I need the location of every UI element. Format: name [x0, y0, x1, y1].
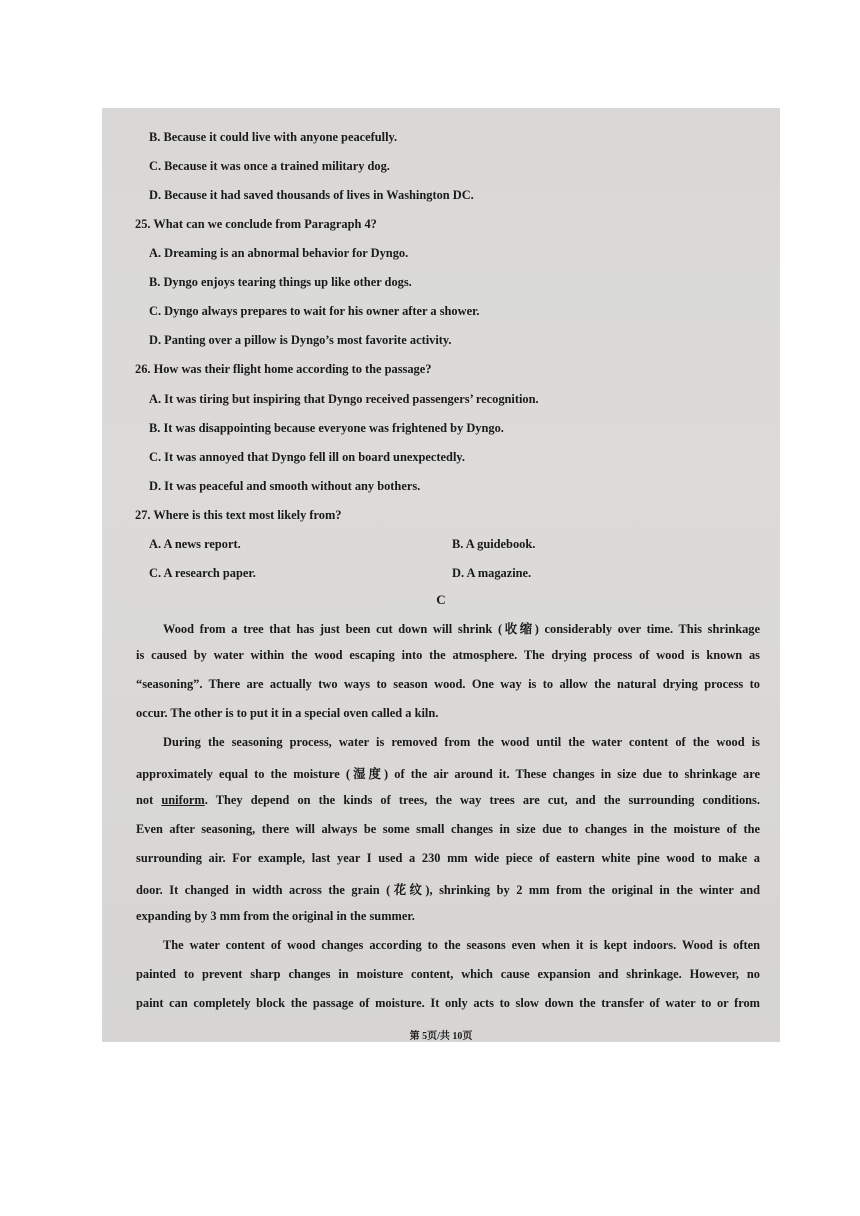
- q27-option-b: B. A guidebook.: [452, 537, 536, 551]
- passage-line: expanding by 3 mm from the original in the summer.: [136, 909, 415, 923]
- q25-option-d: D. Panting over a pillow is Dyngo’s most favorite activity.: [149, 333, 452, 347]
- q27-stem: 27. Where is this text most likely from?: [135, 508, 342, 522]
- q25-option-c: C. Dyngo always prepares to wait for his owner after a shower.: [149, 304, 480, 318]
- passage-line: occur. The other is to put it in a special oven called a kiln.: [136, 706, 439, 720]
- exam-page: [102, 108, 780, 1042]
- passage-line: Even after seasoning, there will always be some small changes in size due to changes in the moisture of the: [136, 822, 760, 836]
- q26-option-c: C. It was annoyed that Dyngo fell ill on board unexpectedly.: [149, 450, 465, 464]
- passage-line: door. It changed in width across the grain (花纹), shrinking by 2 mm from the original in the winter and: [136, 883, 760, 897]
- passage-line: surrounding air. For example, last year I used a 230 mm wide piece of eastern white pine wood to make a: [136, 851, 760, 865]
- passage-line: The water content of wood changes according to the seasons even when it is kept indoors. Wood is often: [163, 938, 760, 952]
- passage-line: Wood from a tree that has just been cut down will shrink (收缩) considerably over time. This shrinkage: [163, 622, 760, 636]
- q25-option-a: A. Dreaming is an abnormal behavior for Dyngo.: [149, 246, 409, 260]
- section-letter: C: [436, 592, 446, 607]
- passage-line: paint can completely block the passage of moisture. It only acts to slow down the transfer of water to or from: [136, 996, 760, 1010]
- q26-option-b: B. It was disappointing because everyone was frightened by Dyngo.: [149, 421, 504, 435]
- passage-line: approximately equal to the moisture (湿度) of the air around it. These changes in size due to shrinkage are: [136, 767, 760, 781]
- q24-option-b: B. Because it could live with anyone peacefully.: [149, 130, 398, 144]
- page-number: 第 5页/共 10页: [409, 1031, 473, 1042]
- q26-option-d: D. It was peaceful and smooth without any bothers.: [149, 479, 421, 493]
- q26-stem: 26. How was their flight home according to the passage?: [135, 362, 432, 376]
- passage-line: “seasoning”. There are actually two ways to season wood. One way is to allow the natural drying process to: [136, 677, 760, 691]
- q26-option-a: A. It was tiring but inspiring that Dyngo received passengers’ recognition.: [149, 392, 539, 406]
- passage-line: During the seasoning process, water is removed from the wood until the water content of the wood is: [163, 735, 760, 749]
- passage-line: painted to prevent sharp changes in moisture content, which cause expansion and shrinkage. However, no: [136, 967, 760, 981]
- passage-line: is caused by water within the wood escaping into the atmosphere. The drying process of wood is known as: [136, 648, 760, 662]
- q27-option-c: C. A research paper.: [149, 566, 256, 580]
- underlined-word: uniform: [161, 793, 205, 807]
- q27-option-d: D. A magazine.: [452, 566, 532, 580]
- passage-word: not: [136, 793, 154, 807]
- passage-text: . They depend on the kinds of trees, the way trees are cut, and the surrounding conditions.: [204, 793, 760, 807]
- passage-line: [136, 793, 760, 808]
- q25-option-b: B. Dyngo enjoys tearing things up like other dogs.: [149, 275, 412, 289]
- q27-option-a: A. A news report.: [149, 537, 241, 551]
- q24-option-d: D. Because it had saved thousands of lives in Washington DC.: [149, 188, 474, 202]
- q25-stem: 25. What can we conclude from Paragraph 4?: [135, 217, 377, 231]
- q24-option-c: C. Because it was once a trained military dog.: [149, 159, 390, 173]
